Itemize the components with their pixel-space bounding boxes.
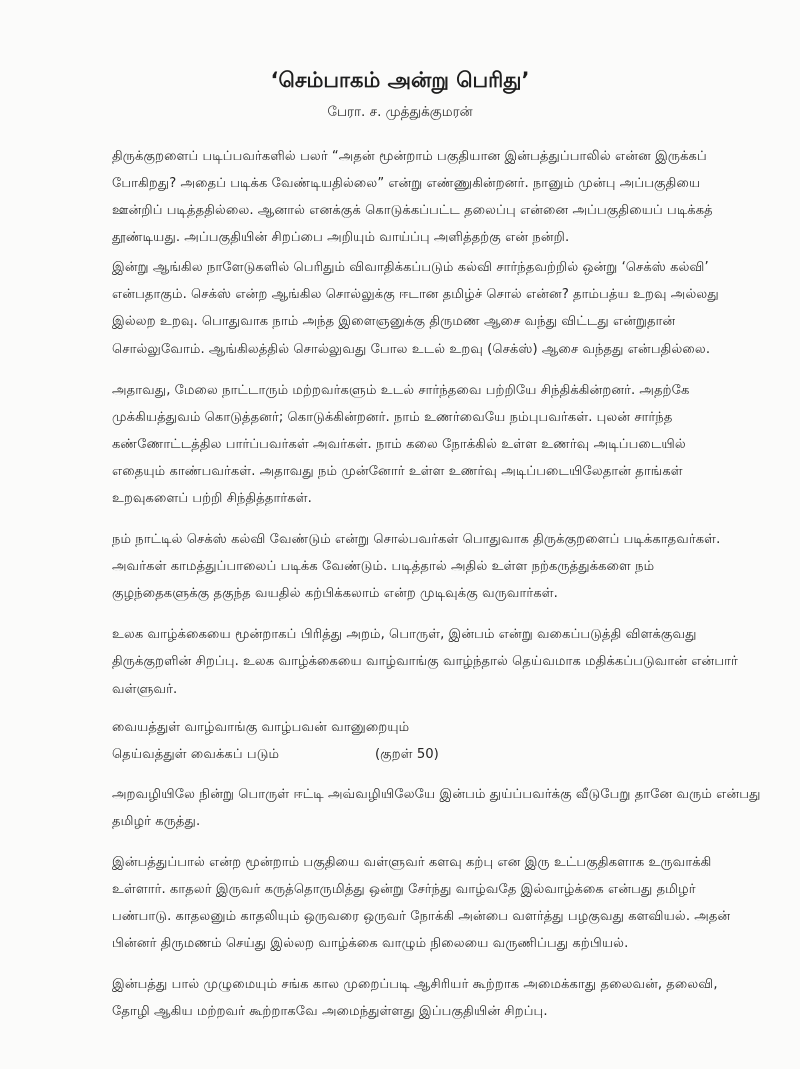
paragraph-7-line: பின்னர் திருமணம் செய்து இல்லற வாழ்க்கை வாழும் நிலையை வருணிப்பது கற்பியல்.	[112, 936, 629, 951]
paragraph-2-line: இன்று ஆங்கில நாளேடுகளில் பெரிதும் விவாதிக்கப்படும் கல்வி சார்ந்தவற்றில் ஒன்று ‘செக்ஸ் கல்வி’	[112, 260, 709, 275]
paragraph-3-line: முக்கியத்துவம் கொடுத்தனர்; கொடுக்கின்றனர். நாம் உணர்வையே நம்புபவர்கள். புலன் சார்ந்த	[112, 410, 673, 425]
paragraph-4-line: அவர்கள் காமத்துப்பாலைப் படிக்க வேண்டும். படித்தால் அதில் உள்ள நற்கருத்துக்களை நம்	[112, 559, 655, 574]
paragraph-6-line: தமிழர் கருத்து.	[112, 814, 201, 829]
paragraph-7-line: பண்பாடு. காதலனும் காதலியும் ஒருவரை ஒருவர் நோக்கி அன்பை வளர்த்து பழகுவது களவியல். அதன்	[112, 909, 731, 924]
paragraph-1-line: ஊன்றிப் படித்ததில்லை. ஆனால் எனக்குக் கொடுக்கப்பட்ட தலைப்பு என்னை அப்பகுதியைப் படிக்கத்	[112, 203, 713, 218]
paragraph-8-line: இன்பத்து பால் முழுமையும் சங்க கால முறைப்படி ஆசிரியர் கூற்றாக அமைக்காது தலைவன், தலைவி,	[112, 977, 718, 992]
paragraph-3-line: உறவுகளைப் பற்றி சிந்தித்தார்கள்.	[112, 491, 312, 506]
paragraph-2-line: சொல்லுவோம். ஆங்கிலத்தில் சொல்லுவது போல உடல் உறவு (செக்ஸ்) ஆசை வந்தது என்பதில்லை.	[112, 342, 711, 357]
kural-line-2: தெய்வத்துள் வைக்கப் படும்	[112, 747, 280, 762]
paragraph-3-line: கண்ணோட்டத்தில பார்ப்பவர்கள் அவர்கள். நாம் கலை நோக்கில் உள்ள உணர்வு அடிப்படையில்	[112, 437, 686, 452]
paragraph-6-line: அறவழியிலே நின்று பொருள் ஈட்டி அவ்வழியிலேயே இன்பம் துய்ப்பவர்க்கு வீடுபேறு தானே வரும் என்பது	[112, 787, 761, 802]
paragraph-5-line: உலக வாழ்க்கையை மூன்றாகப் பிரித்து அறம், பொருள், இன்பம் என்று வகைப்படுத்தி விளக்குவது	[112, 627, 697, 642]
paragraph-5-line: திருக்குறளின் சிறப்பு. உலக வாழ்க்கையை வாழ்வாங்கு வாழ்ந்தால் தெய்வமாக மதிக்கப்படுவான் என்பார்	[112, 654, 738, 669]
paragraph-4-line: குழந்தைகளுக்கு தகுந்த வயதில் கற்பிக்கலாம் என்ற முடிவுக்கு வருவார்கள்.	[112, 586, 558, 601]
paragraph-3-line: அதாவது, மேலை நாட்டாரும் மற்றவர்களும் உடல் சார்ந்தவை பற்றியே சிந்திக்கின்றனர். அதற்கே	[112, 383, 690, 398]
paragraph-2-line: இல்லற உறவு. பொதுவாக நாம் அந்த இளைஞனுக்கு திருமண ஆசை வந்து விட்டது என்றுதான்	[112, 314, 676, 329]
document-title: ‘செம்பாகம் அன்று பெரிது’	[270, 68, 530, 92]
kural-reference: (குறள் 50)	[375, 747, 439, 762]
paragraph-1-line: தூண்டியது. அப்பகுதியின் சிறப்பை அறியும் வாய்ப்பு அளித்தற்கு என் நன்றி.	[112, 230, 570, 245]
paragraph-7-line: உள்ளார். காதலர் இருவர் கருத்தொருமித்து ஒன்று சேர்ந்து வாழ்வதே இல்வாழ்க்கை என்பது தமிழர்	[112, 882, 696, 897]
author-name: பேரா. ச. முத்துக்குமரன்	[327, 104, 473, 120]
paragraph-2-line: என்பதாகும். செக்ஸ் என்ற ஆங்கில சொல்லுக்கு ஈடான தமிழ்ச் சொல் என்ன? தாம்பத்ய உறவு அல்லது	[112, 287, 719, 302]
paragraph-5-line: வள்ளுவர்.	[112, 682, 178, 697]
paragraph-4-line: நம் நாட்டில் செக்ஸ் கல்வி வேண்டும் என்று சொல்பவர்கள் பொதுவாக திருக்குறளைப் படிக்காதவர்கள்.	[112, 532, 721, 547]
kural-line-1: வையத்துள் வாழ்வாங்கு வாழ்பவன் வானுறையும்	[112, 720, 410, 735]
paragraph-1-line: திருக்குறளைப் படிப்பவர்களில் பலர் “அதன் மூன்றாம் பகுதியான இன்பத்துப்பாலில் என்ன இருக்கப்	[112, 149, 707, 164]
paragraph-8-line: தோழி ஆகிய மற்றவர் கூற்றாகவே அமைந்துள்ளது இப்பகுதியின் சிறப்பு.	[112, 1004, 548, 1019]
paragraph-1-line: போகிறது? அதைப் படிக்க வேண்டியதில்லை” என்று எண்ணுகின்றனர். நானும் முன்பு அப்பகுதியை	[112, 176, 701, 191]
paragraph-3-line: எதையும் காண்பவர்கள். அதாவது நம் முன்னோர் உள்ள உணர்வு அடிப்படையிலேதான் தாங்கள்	[112, 464, 683, 479]
paragraph-7-line: இன்பத்துப்பால் என்ற மூன்றாம் பகுதியை வள்ளுவர் களவு கற்பு என இரு உட்பகுதிகளாக உருவாக்கி	[112, 855, 712, 870]
